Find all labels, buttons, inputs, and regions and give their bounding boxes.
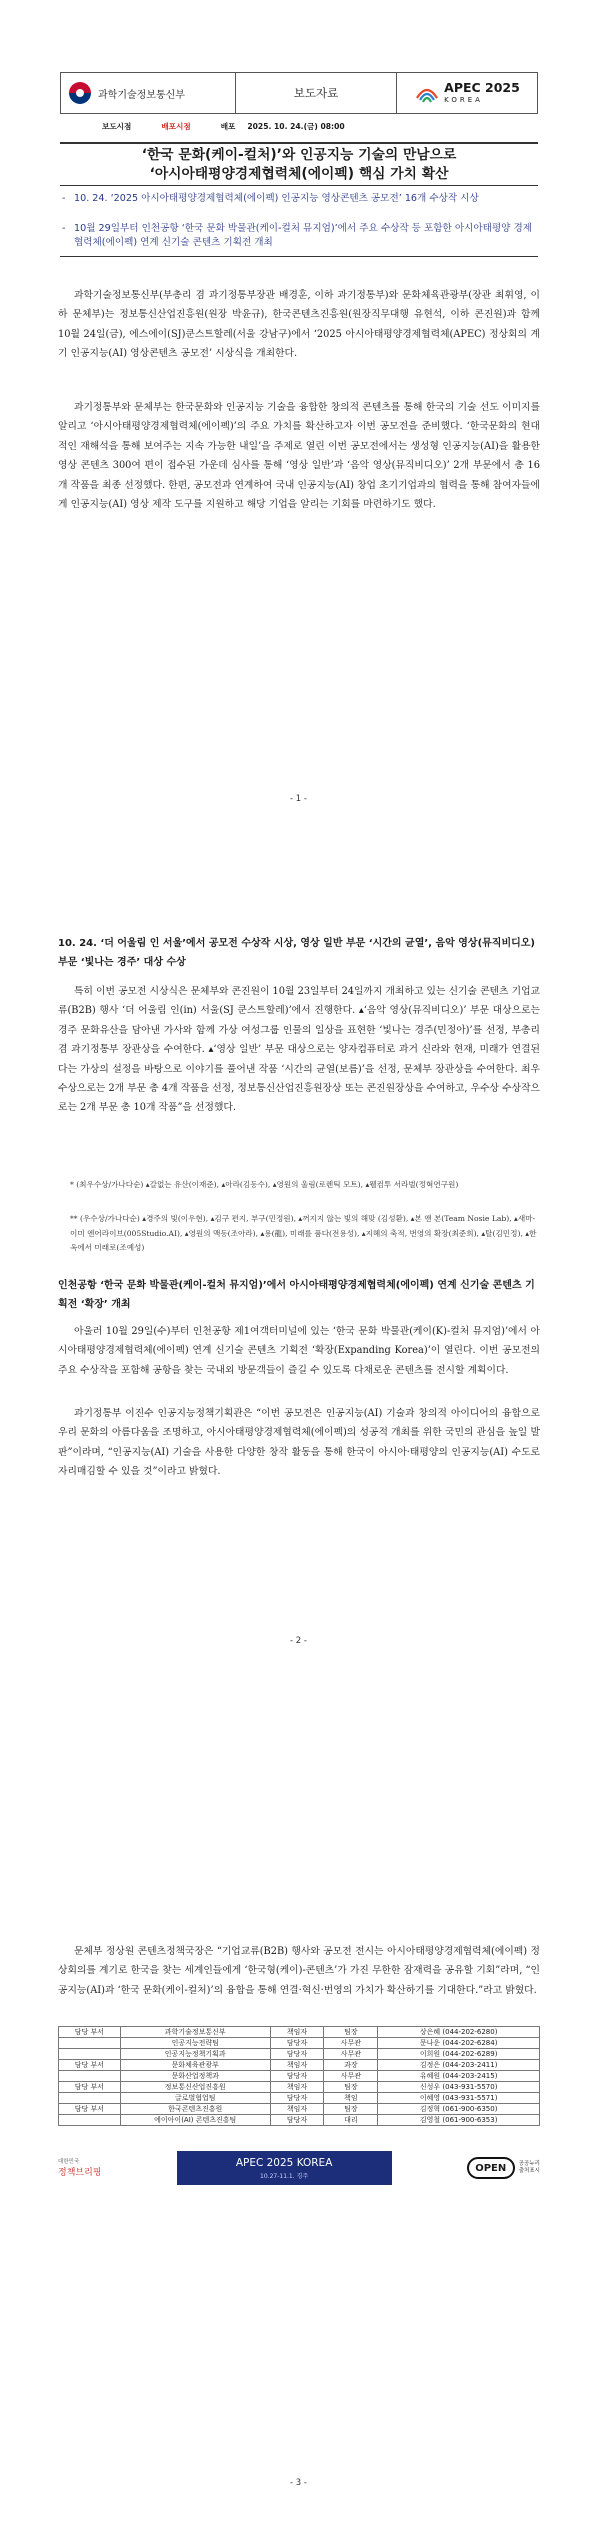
contact-org: 글로벌협업팀: [120, 2093, 270, 2104]
contact-title: 사무관: [324, 2049, 378, 2060]
press-header: [60, 72, 538, 114]
ministry-logo-block: [61, 73, 236, 113]
contact-role: 책임자: [270, 2060, 324, 2071]
doc-type-label: 보도자료: [236, 73, 397, 113]
contact-dept: [59, 2093, 121, 2104]
contact-row: [59, 2104, 540, 2115]
subtitle-1: - 10. 24. ‘2025 아시아태평양경제협력체(에이펙) 인공지능 영상콘텐츠 공모전’ 16개 수상작 시상: [62, 193, 479, 204]
contact-person: 김정혁 (061-900-6350): [378, 2104, 540, 2115]
distribution-label: 배포시점: [161, 121, 191, 131]
broadcast-label: 보도시점: [102, 121, 132, 131]
page-number-2: - 2 -: [290, 1636, 307, 1646]
contact-person: 김정은 (044-203-2411): [378, 2060, 540, 2071]
contact-table: [58, 2026, 540, 2126]
contact-role: 책임자: [270, 2027, 324, 2038]
contact-org: 정보통신산업진흥원: [120, 2082, 270, 2093]
body-paragraph-1: 과학기술정보통신부(부총리 겸 과기정통부장관 배경훈, 이하 과기정통부)와 문화체육관광부(장관 최휘영, 이하 문체부)는 정보통신산업진흥원(원장 박윤규), 한국콘텐츠진흥원(원장직무대행 유현석, 이하 콘진원)과 함께 10월 24일(금), 에스에이(SJ)쿤스트할레(서울 강남구)에서 ‘2025 아시아태평양경제협력체(APEC) 정상회의 계기 인공지능(AI) 영상콘텐츠 공모전’ 시상식을 개최한다.: [58, 290, 540, 360]
contact-role: 담당자: [270, 2038, 324, 2049]
section-heading-award: 10. 24. ‘더 어울림 인 서울’에서 공모전 수상작 시상, 영상 일반 부문 ‘시간의 균열’, 음악 영상(뮤직비디오) 부문 ‘빛나는 경주’ 대상 수상: [58, 938, 536, 968]
contact-row: [59, 2049, 540, 2060]
contact-person: 문나운 (044-202-6284): [378, 2038, 540, 2049]
contact-person: 이혜영 (043-931-5571): [378, 2093, 540, 2104]
contact-org: 인공지능정책기획과: [120, 2049, 270, 2060]
body-paragraph-4: 아울러 10월 29일(수)부터 인천공항 제1여객터미널에 있는 ‘한국 문화 박물관(케이(K)-컬처 뮤지엄)’에서 아시아태평양경제협력체(에이펙) 연계 신기술 콘텐츠 기획전 ‘확장(Expanding Korea)’이 열린다. 이번 공모전의 주요 수상작을 포함해 공항을 찾는 국내외 방문객들이 즐길 수 있도록 다채로운 콘텐츠를 전시할 계획이다.: [58, 1326, 540, 1376]
contact-dept: [59, 2115, 121, 2126]
contact-row: [59, 2060, 540, 2071]
ministry-name: 과학기술정보통신부: [98, 89, 185, 101]
contact-person: 상은혜 (044-202-6280): [378, 2027, 540, 2038]
footnote-excellence: * (최우수상/가나다순) ▴갈없는 유산(이재준), ▴아라(김동수), ▴영원의 울림(로렌틱 모트), ▴웰컴투 서라벌(정혁연구원): [70, 1180, 459, 1189]
contact-title: 대리: [324, 2115, 378, 2126]
page-number-3: - 3 -: [290, 2478, 307, 2488]
section-heading-exhibition: 인천공항 ‘한국 문화 박물관(케이-컬처 뮤지엄)’에서 아시아태평양경제협력체(에이펙) 연계 신기술 콘텐츠 기획전 ‘확장’ 개최: [58, 1280, 535, 1310]
contact-title: 팀장: [324, 2104, 378, 2115]
contact-row: [59, 2082, 540, 2093]
release-date: 2025. 10. 24.(금) 08:00: [247, 121, 345, 131]
contact-row: [59, 2071, 540, 2082]
subtitle-2: - 10월 29일부터 인천공항 ‘한국 문화 박물관(케이-컬처 뮤지엄)’에서 주요 수상작 등 포함한 아시아태평양 경제협력체(에이펙) 연계 신기술 콘텐츠 기획전 개최: [62, 223, 533, 248]
contact-row: [59, 2093, 540, 2104]
contact-dept: 담당 부서: [59, 2027, 121, 2038]
contact-title: 사무관: [324, 2071, 378, 2082]
subtitle-divider: [60, 256, 538, 257]
contact-row: [59, 2115, 540, 2126]
release-row: [60, 118, 538, 134]
headline: [60, 142, 538, 186]
contact-title: 사무관: [324, 2038, 378, 2049]
open-license-logo: OPEN 공공누리 출처표시: [467, 2157, 540, 2179]
apec-name: APEC 2025: [444, 80, 520, 96]
contact-title: 과장: [324, 2060, 378, 2071]
contact-dept: 담당 부서: [59, 2082, 121, 2093]
apec-country: KOREA: [444, 95, 483, 104]
contact-person: 김영철 (061-900-6353): [378, 2115, 540, 2126]
contact-role: 책임자: [270, 2082, 324, 2093]
apec-logo-block: [397, 73, 537, 113]
body-paragraph-6: 문체부 정상원 콘텐츠정책국장은 “기업교류(B2B) 행사와 공모전 전시는 아시아태평양경제협력체(에이펙) 정상회의를 계기로 한국을 찾는 세계인들에게 ‘한국형(케이)-콘텐츠’가 가진 무한한 잠재력을 공유할 기회”라며, “인공지능(AI)과 ‘한국 문화(케이-컬처)’의 융합을 통해 연결·혁신·번영의 가치가 확산하기를 기대한다.”라고 밝혔다.: [58, 1946, 540, 1996]
contact-role: 책임자: [270, 2104, 324, 2115]
page-2: [0, 842, 597, 1684]
contact-org: 문화체육관광부: [120, 2060, 270, 2071]
contact-title: 책임: [324, 2093, 378, 2104]
contact-org: 한국콘텐츠진흥원: [120, 2104, 270, 2115]
contact-dept: 담당 부서: [59, 2060, 121, 2071]
contact-org: 인공지능전략팀: [120, 2038, 270, 2049]
contact-person: 이희원 (044-202-6289): [378, 2049, 540, 2060]
footer-logos: [58, 2150, 540, 2186]
contact-role: 담당자: [270, 2049, 324, 2060]
apec-banner: APEC 2025 KOREA 10.27-11.1. 경주: [177, 2151, 392, 2185]
headline-line-2: ‘아시아태평양경제협력체(에이펙) 핵심 가치 확산: [149, 165, 449, 182]
policy-briefing-logo: 대한민국 정책브리핑: [58, 2159, 102, 2178]
contact-org: 과학기술정보통신부: [120, 2027, 270, 2038]
contact-person: 유혜원 (044-203-2415): [378, 2071, 540, 2082]
footnote-merit: ** (우수상/가나다순) ▴경주의 빛(이우현), ▴김구 편지, 부구(민정원), ▴꺼지지 않는 빛의 해맞 (김성환), ▴본 앤 본(Team Nosie Lab), ▴새마-이미 엔어라이브(005Studio.AI), ▴영원의 맥동(조아라), ▴용(龍), 미래를 품다(전용성), ▴지혜의 축적, 번영의 확장(최준희), ▴탈(김민정), ▴한옥에서 미래로(조예성): [70, 1214, 537, 1252]
contact-org: 문화산업정책과: [120, 2071, 270, 2082]
contact-role: 담당자: [270, 2071, 324, 2082]
government-emblem-icon: [67, 80, 93, 106]
contact-dept: [59, 2049, 121, 2060]
contact-title: 팀장: [324, 2082, 378, 2093]
body-paragraph-2: 과기정통부와 문체부는 한국문화와 인공지능 기술을 융합한 창의적 콘텐츠를 통해 한국의 기술 선도 이미지를 알리고 ‘아시아태평양경제협력체(에이펙)’의 주요 가치를 확산하고자 이번 공모전을 준비했다. ‘한국문화의 현대적인 재해석을 통해 보여주는 지속 가능한 내일’을 주제로 열린 이번 공모전에서는 생성형 인공지능(AI)을 활용한 영상 콘텐츠 300여 편이 접수된 가운데 심사를 통해 ‘영상 일반’과 ‘음악 영상(뮤직비디오)’ 2개 부문에서 총 16개 작품을 최종 선정했다. 한편, 공모전과 연계하여 국내 인공지능(AI) 창업 초기기업과의 협력을 통해 참여자들에게 인공지능(AI) 영상 제작 도구를 지원하고 해당 기업을 알리는 기회를 마련하기도 했다.: [58, 402, 540, 511]
contact-dept: 담당 부서: [59, 2104, 121, 2115]
body-paragraph-3: 특히 이번 공모전 시상식은 문체부와 콘진원이 10월 23일부터 24일까지 개최하고 있는 신기술 콘텐츠 기업교류(B2B) 행사 ‘더 어울림 인(in) 서울(SJ 쿤스트할레)’에서 진행한다. ▴‘음악 영상(뮤직비디오)’ 부문 대상으로는 경주 문화유산을 담아낸 가사와 함께 가상 여성그룹 인물의 일상을 표현한 ‘빛나는 경주(민정아)’를 선정, 부총리 겸 과기정통부 장관상을 수여한다. ▴‘영상 일반’ 부문 대상으로는 양자컴퓨터로 과거 신라와 현재, 미래가 연결된다는 가상의 설정을 바탕으로 이야기를 풀어낸 작품 ‘시간의 균열(보름)’을 선정, 문체부 장관상을 수여한다. 최우수상으로는 2개 부문 총 4개 작품을 선정, 정보통신산업진흥원장상 또는 콘진원장상을 수여하고, 우수상 수상작으로는 2개 부문 총 10개 작품”을 선정했다.: [58, 986, 540, 1114]
contact-role: 담당자: [270, 2115, 324, 2126]
page-number-1: - 1 -: [290, 794, 307, 804]
embargo-label: 배포: [220, 121, 236, 131]
headline-line-1: ‘한국 문화(케이-컬처)’와 인공지능 기술의 만남으로: [141, 146, 457, 163]
body-paragraph-5: 과기정통부 이진수 인공지능정책기획관은 “이번 공모전은 인공지능(AI) 기술과 창의적 아이디어의 융합으로 우리 문화의 아름다움을 조명하고, 아시아태평양경제협력체(에이펙)의 성공적 개최를 위한 국민의 관심을 높일 발판”이라며, “인공지능(AI) 기술을 사용한 다양한 창작 활동을 통해 한국이 아시아·태평양의 인공지능(AI) 수도로 자리매김할 수 있을 것”이라고 밝혔다.: [58, 1408, 540, 1478]
contact-role: 담당자: [270, 2093, 324, 2104]
contact-title: 팀장: [324, 2027, 378, 2038]
page-1: [0, 0, 597, 842]
contact-person: 신성우 (043-931-5570): [378, 2082, 540, 2093]
contact-row: [59, 2027, 540, 2038]
contact-row: [59, 2038, 540, 2049]
contact-dept: [59, 2038, 121, 2049]
apec-logo-icon: [414, 82, 440, 104]
contact-dept: [59, 2071, 121, 2082]
contact-org: 에이아이(AI) 콘텐츠진흥팀: [120, 2115, 270, 2126]
